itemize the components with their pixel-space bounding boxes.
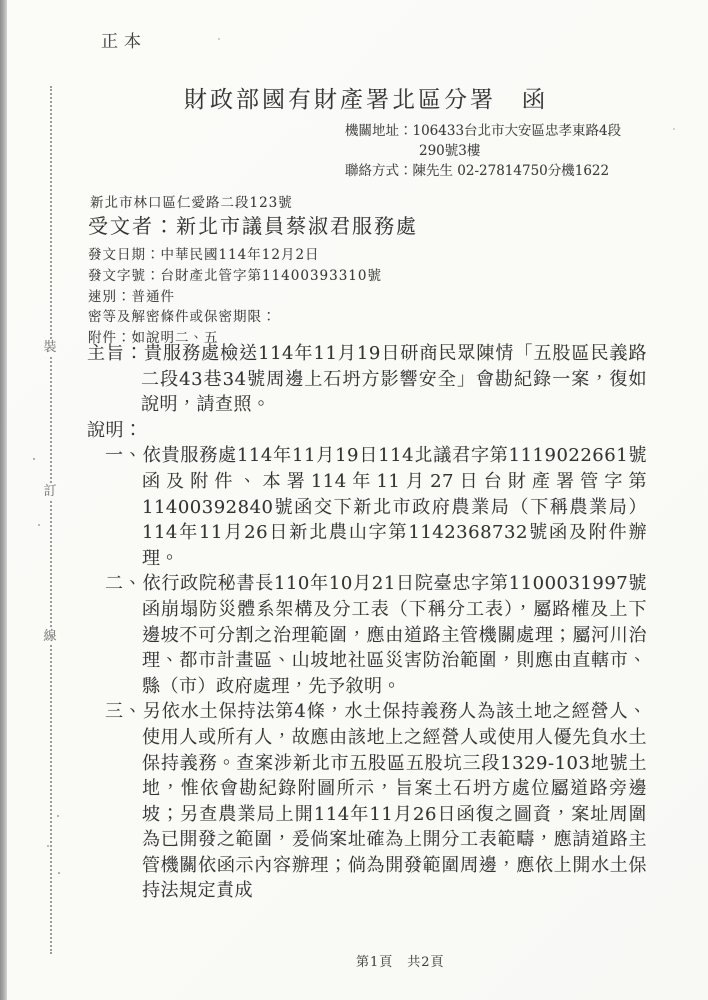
document-title: 財政部國有財產署北區分署 函 bbox=[184, 87, 548, 113]
item-number: 三、 bbox=[105, 701, 143, 723]
recipient-label: 受文者： bbox=[88, 214, 176, 238]
binding-mark-xian: 線 bbox=[40, 629, 60, 645]
scan-noise bbox=[33, 458, 35, 460]
subject-text: 貴服務處檢送114年11月19日研商民眾陳情「五股區民義路二段43巷34號周邊上石坍方影響安全」會勘紀錄一案，復如說明，請查照。 bbox=[141, 343, 648, 416]
explanation-item-3 bbox=[105, 699, 647, 904]
subject-section bbox=[87, 341, 647, 418]
meta-issue-date: 發文日期：中華民國114年12月2日 bbox=[88, 247, 320, 263]
letter-body bbox=[87, 341, 647, 904]
item-text: 依行政院秘書長110年10月21日院臺忠字第1100031997號函崩塌防災體系架構及分工表（下稱分工表），屬路權及上下邊坡不可分割之治理範圍，應由道路主管機關處理；屬河川治理、都市計畫區、山坡地社區災害防治範圍，則應由直轄市、縣（市）政府處理，先予敘明。 bbox=[142, 573, 648, 697]
recipient-name: 新北市議員蔡淑君服務處 bbox=[176, 214, 418, 238]
agency-address: 機關地址：106433台北市大安區忠孝東路4段290號3樓 bbox=[345, 123, 622, 159]
item-number: 二、 bbox=[105, 573, 143, 595]
explanation-heading: 說明： bbox=[87, 419, 143, 441]
page-number-footer: 第1頁 共2頁 bbox=[356, 955, 445, 970]
explanation-item-2 bbox=[105, 571, 647, 699]
subject-label: 主旨： bbox=[87, 343, 145, 364]
meta-security-class: 密等及解密條件或保密期限： bbox=[88, 309, 277, 326]
item-number: 一、 bbox=[105, 445, 143, 467]
binding-dotted-line bbox=[50, 86, 52, 954]
copy-type-stamp: 正本 bbox=[101, 32, 147, 52]
meta-speed-class: 速別：普通件 bbox=[88, 288, 175, 305]
agency-info-block bbox=[345, 121, 639, 181]
recipient-street-address: 新北市林口區仁愛路二段123號 bbox=[90, 195, 293, 211]
binding-mark-zhuang: 裝 bbox=[40, 340, 60, 356]
item-text: 依貴服務處114年11月19日114北議君字第1119022661號函及附件、本署114年11月27日台財產署管字第11400392840號函交下新北市政府農業局（下稱農業局）114年11月26日新北農山字第1142368732號函及附件辦理。 bbox=[142, 445, 648, 569]
agency-contact: 聯絡方式：陳先生 02-27814750分機1622 bbox=[345, 163, 610, 179]
binding-mark-ding: 訂 bbox=[40, 484, 60, 500]
explanation-item-1 bbox=[105, 443, 647, 571]
scan-edge-strip bbox=[0, 0, 7, 1000]
item-text: 另依水土保持法第4條，水土保持義務人為該土地之經營人、使用人或所有人，故應由該地上之經營人或使用人優先負水土保持義務。查案涉新北市五股區五股坑三段1329-103地號土地，惟依會勘紀錄附圖所示，旨案土石坍方處位屬道路旁邊坡；另查農業局上開114年11月26日函復之圖資，案址周圍為已開發之範圍，爰倘案址確為上開分工表範疇，應請道路主管機關依函示內容辦理；倘為開發範圍周邊，應依上開水土保持法規定責成 bbox=[142, 701, 648, 902]
recipient-line bbox=[88, 210, 418, 239]
meta-attachment: 附件：如說明二、五 bbox=[88, 330, 219, 347]
document-meta-block bbox=[88, 245, 382, 349]
meta-doc-number: 發文字號：台財產北管字第11400393310號 bbox=[88, 267, 382, 284]
